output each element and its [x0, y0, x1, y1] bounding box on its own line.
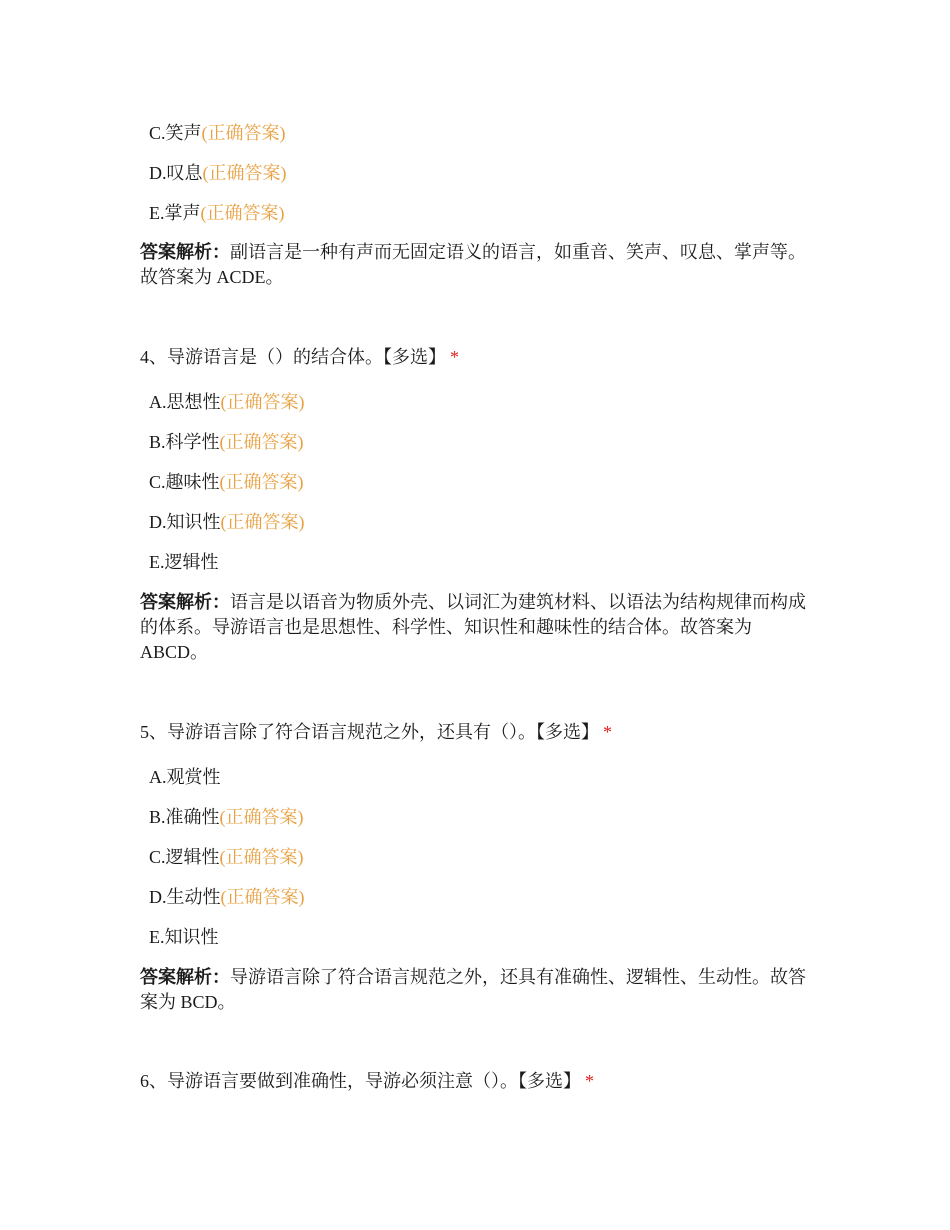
- correct-answer-tag: (正确答案): [220, 512, 305, 532]
- q4-option-e: [149, 550, 219, 574]
- correct-answer-tag: (正确答案): [219, 472, 304, 492]
- q5-option-b: [149, 805, 304, 829]
- correct-answer-tag: (正确答案): [202, 163, 287, 183]
- required-asterisk: *: [450, 347, 459, 367]
- option-text: D.生动性: [149, 887, 221, 907]
- analysis-text: 导游语言除了符合语言规范之外，还具有准确性、逻辑性、生动性。故答案为 BCD。: [140, 967, 806, 1012]
- option-text: E.逻辑性: [149, 552, 219, 572]
- analysis-label: 答案解析：: [140, 967, 230, 987]
- analysis-text: 副语言是一种有声而无固定语义的语言，如重音、笑声、叹息、掌声等。故答案为 ACDE。: [140, 242, 806, 287]
- question-text: 4、导游语言是（）的结合体。【多选】: [140, 347, 446, 367]
- option-text: A.思想性: [149, 392, 221, 412]
- analysis-text: 语言是以语音为物质外壳、以词汇为建筑材料、以语法为结构规律而构成的体系。导游语言也是思想性、科学性、知识性和趣味性的结合体。故答案为 ABCD。: [140, 592, 806, 662]
- option-text: E.知识性: [149, 927, 219, 947]
- correct-answer-tag: (正确答案): [220, 392, 305, 412]
- option-text: D.知识性: [149, 512, 221, 532]
- correct-answer-tag: (正确答案): [219, 847, 304, 867]
- q5-option-c: [149, 845, 304, 869]
- q5-option-a: [149, 765, 221, 789]
- q3-option-c: [149, 121, 286, 145]
- correct-answer-tag: (正确答案): [220, 887, 305, 907]
- question-text: 5、导游语言除了符合语言规范之外，还具有（）。【多选】: [140, 722, 599, 742]
- question-text: 6、导游语言要做到准确性，导游必须注意（）。【多选】: [140, 1071, 581, 1091]
- option-text: B.科学性: [149, 432, 220, 452]
- analysis-label: 答案解析：: [140, 242, 230, 262]
- q5-option-d: [149, 885, 305, 909]
- option-text: C.趣味性: [149, 472, 220, 492]
- q6-title: [140, 1069, 594, 1093]
- q5-title: [140, 720, 612, 744]
- analysis-label: 答案解析：: [140, 592, 230, 612]
- q3-option-e: [149, 201, 285, 225]
- correct-answer-tag: (正确答案): [219, 432, 304, 452]
- q4-option-a: [149, 390, 305, 414]
- correct-answer-tag: (正确答案): [200, 203, 285, 223]
- correct-answer-tag: (正确答案): [219, 807, 304, 827]
- option-text: B.准确性: [149, 807, 220, 827]
- q3-option-d: [149, 161, 287, 185]
- required-asterisk: *: [603, 722, 612, 742]
- q4-title: [140, 345, 459, 369]
- option-text: E.掌声: [149, 203, 201, 223]
- option-text: C.逻辑性: [149, 847, 220, 867]
- q4-analysis: [140, 590, 820, 665]
- option-text: C.笑声: [149, 123, 202, 143]
- correct-answer-tag: (正确答案): [201, 123, 286, 143]
- q3-analysis: [140, 240, 820, 290]
- q5-analysis: [140, 965, 820, 1015]
- q4-option-c: [149, 470, 304, 494]
- required-asterisk: *: [585, 1071, 594, 1091]
- option-text: A.观赏性: [149, 767, 221, 787]
- option-text: D.叹息: [149, 163, 203, 183]
- q5-option-e: [149, 925, 219, 949]
- q4-option-b: [149, 430, 304, 454]
- q4-option-d: [149, 510, 305, 534]
